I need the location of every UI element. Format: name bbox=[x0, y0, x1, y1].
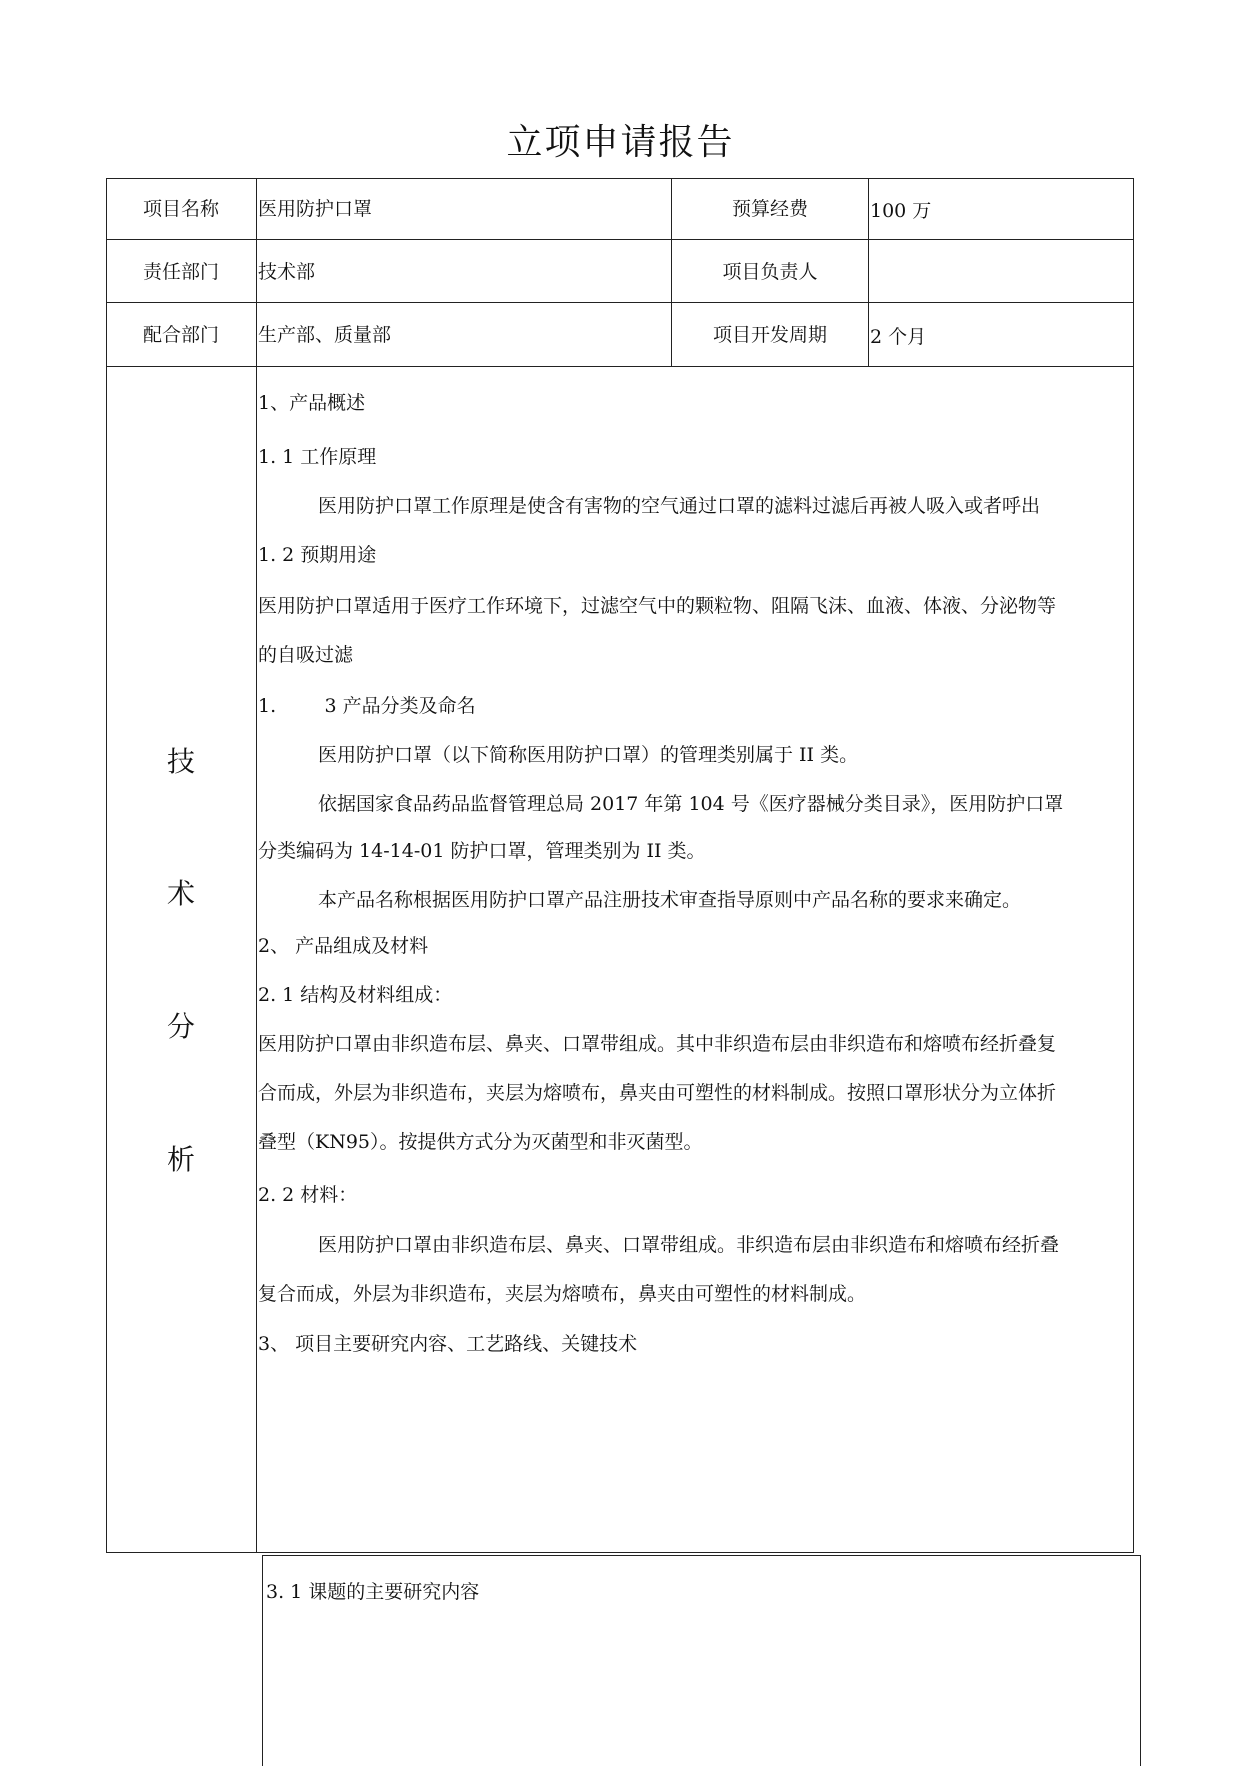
page-title: 立项申请报告 bbox=[506, 122, 735, 163]
tech-analysis-label-char: 术 bbox=[166, 877, 195, 910]
subsection-heading: 1. 3 产品分类及命名 bbox=[258, 695, 476, 717]
subsection-heading: 3. 1 课题的主要研究内容 bbox=[266, 1581, 480, 1603]
paragraph-line: 合而成，外层为非织造布，夹层为熔喷布，鼻夹由可塑性的材料制成。按照口罩形状分为立体折 bbox=[258, 1082, 1057, 1104]
responsible-dept-value: 技术部 bbox=[258, 261, 316, 283]
paragraph-line: 医用防护口罩由非织造布层、鼻夹、口罩带组成。非织造布层由非织造布和熔喷布经折叠 bbox=[318, 1234, 1060, 1256]
subsection-heading: 2. 2 材料： bbox=[258, 1184, 358, 1206]
budget-label: 预算经费 bbox=[731, 198, 808, 220]
budget-value: 100 万 bbox=[870, 200, 932, 222]
tech-analysis-label-char: 分 bbox=[166, 1010, 195, 1043]
section-heading: 2、 产品组成及材料 bbox=[258, 935, 429, 957]
project-leader-label: 项目负责人 bbox=[722, 261, 818, 283]
paragraph-line: 复合而成，外层为非织造布，夹层为熔喷布，鼻夹由可塑性的材料制成。 bbox=[258, 1283, 867, 1305]
tech-analysis-label-char: 析 bbox=[166, 1143, 195, 1176]
responsible-dept-label: 责任部门 bbox=[142, 261, 219, 283]
column-divider bbox=[868, 178, 869, 366]
section-heading: 1、产品概述 bbox=[258, 392, 366, 414]
section-heading: 3、 项目主要研究内容、工艺路线、关键技术 bbox=[258, 1333, 638, 1355]
paragraph-line: 医用防护口罩（以下简称医用防护口罩）的管理类别属于 II 类。 bbox=[318, 744, 859, 766]
cooperating-dept-value: 生产部、质量部 bbox=[258, 324, 392, 346]
project-name-label: 项目名称 bbox=[142, 198, 219, 220]
paragraph-line: 的自吸过滤 bbox=[258, 644, 354, 666]
paragraph-line: 叠型（KN95）。按提供方式分为灭菌型和非灭菌型。 bbox=[258, 1131, 703, 1153]
paragraph-line: 分类编码为 14-14-01 防护口罩，管理类别为 II 类。 bbox=[258, 840, 706, 862]
cooperating-dept-label: 配合部门 bbox=[142, 324, 219, 346]
paragraph-line: 医用防护口罩适用于医疗工作环境下，过滤空气中的颗粒物、阻隔飞沫、血液、体液、分泌物等 bbox=[258, 595, 1057, 617]
column-divider bbox=[256, 178, 257, 1553]
paragraph-line: 依据国家食品药品监督管理总局 2017 年第 104 号《医疗器械分类目录》，医用防护口罩 bbox=[318, 793, 1064, 815]
dev-cycle-value: 2 个月 bbox=[870, 326, 927, 348]
tech-analysis-label-char: 技 bbox=[166, 745, 195, 778]
paragraph-line: 医用防护口罩工作原理是使含有害物的空气通过口罩的滤料过滤后再被人吸入或者呼出 bbox=[318, 495, 1041, 517]
dev-cycle-label: 项目开发周期 bbox=[712, 324, 827, 346]
paragraph-line: 本产品名称根据医用防护口罩产品注册技术审查指导原则中产品名称的要求来确定。 bbox=[318, 889, 1022, 911]
subsection-heading: 1. 1 工作原理 bbox=[258, 446, 377, 468]
row-divider bbox=[106, 366, 1134, 367]
paragraph-line: 医用防护口罩由非织造布层、鼻夹、口罩带组成。其中非织造布层由非织造布和熔喷布经折叠复 bbox=[258, 1033, 1057, 1055]
project-name-value: 医用防护口罩 bbox=[258, 198, 373, 220]
row-divider bbox=[106, 239, 1134, 240]
row-divider bbox=[106, 302, 1134, 303]
subsection-heading: 1. 2 预期用途 bbox=[258, 544, 377, 566]
subsection-heading: 2. 1 结构及材料组成： bbox=[258, 984, 453, 1006]
